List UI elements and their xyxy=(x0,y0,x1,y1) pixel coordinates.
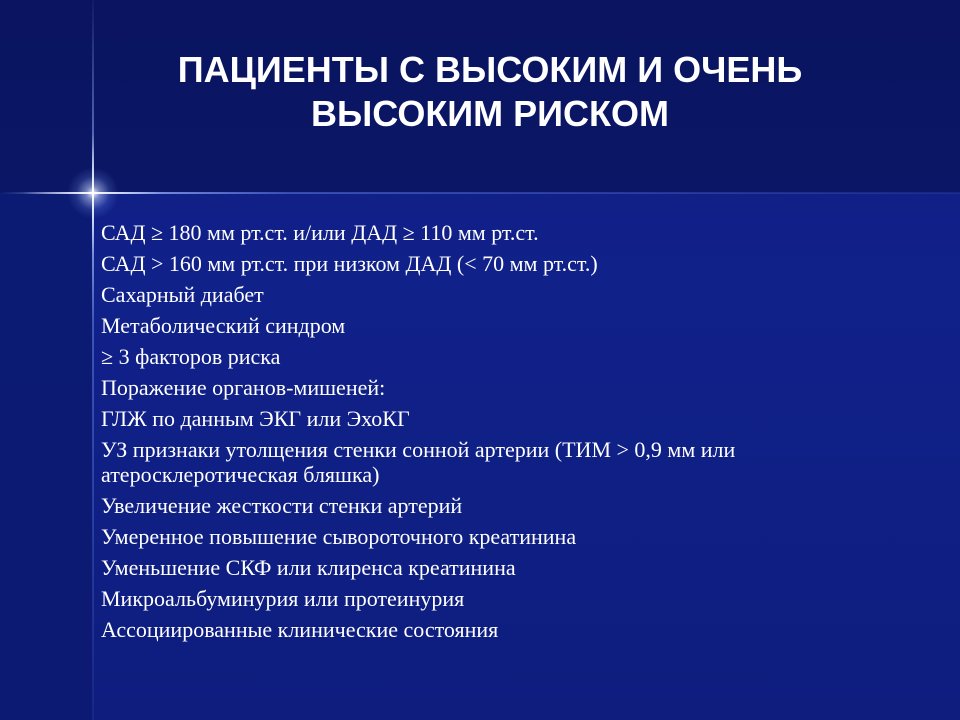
list-item: САД > 160 мм рт.ст. при низком ДАД (< 70 мм рт.ст.) xyxy=(101,251,598,276)
list-item: САД ≥ 180 мм рт.ст. и/или ДАД ≥ 110 мм рт.ст. xyxy=(101,220,539,245)
left-band xyxy=(0,193,93,720)
slide-title-line-2: ВЫСОКИМ РИСКОМ xyxy=(310,93,670,134)
list-item: Поражение органов-мишеней: xyxy=(101,375,386,400)
list-item: ГЛЖ по данным ЭКГ или ЭхоКГ xyxy=(101,406,410,431)
list-item: УЗ признаки утолщения стенки сонной артерии (ТИМ > 0,9 мм или атеросклеротическая бляшка) xyxy=(101,437,736,487)
vertical-divider xyxy=(92,0,94,720)
list-item: Умеренное повышение сывороточного креатинина xyxy=(101,524,577,549)
list-item: Ассоциированные клинические состояния xyxy=(101,617,499,642)
risk-criteria-list xyxy=(101,220,901,648)
list-item: Микроальбуминурия или протеинурия xyxy=(101,586,465,611)
slide-title xyxy=(100,48,880,136)
list-item: Уменьшение СКФ или клиренса креатинина xyxy=(101,555,516,580)
list-item: Увеличение жесткости стенки артерий xyxy=(101,493,463,518)
list-item: Метаболический синдром xyxy=(101,313,346,338)
list-item: ≥ 3 факторов риска xyxy=(101,344,281,369)
slide-title-line-1: ПАЦИЕНТЫ С ВЫСОКИМ И ОЧЕНЬ xyxy=(177,49,803,90)
flare-ray-vertical xyxy=(92,133,94,253)
list-item: Сахарный диабет xyxy=(101,282,264,307)
